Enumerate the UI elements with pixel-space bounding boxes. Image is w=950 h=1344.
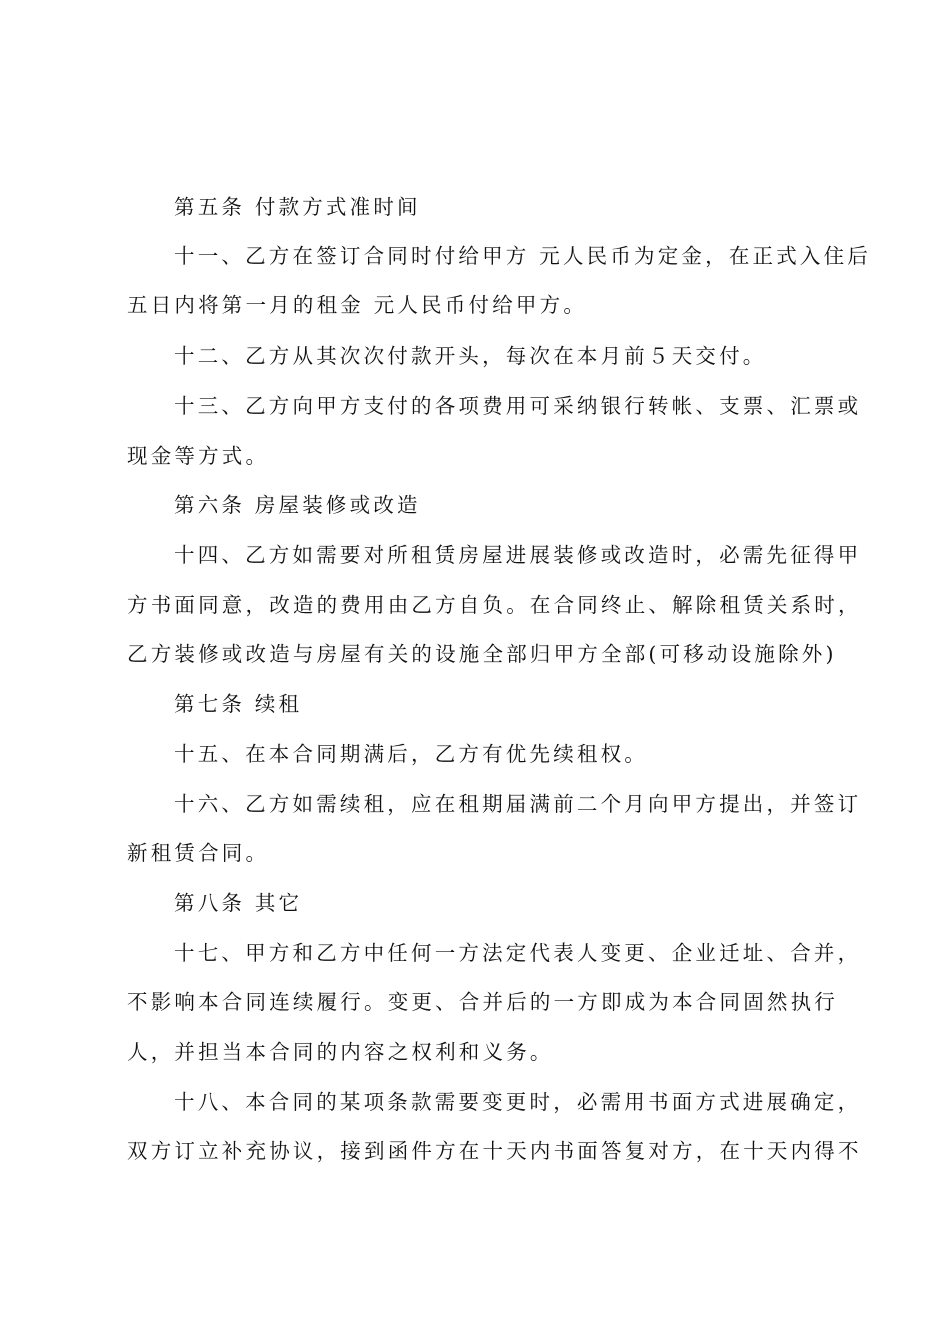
- clause-16-line-1: 十六、乙方如需续租，应在租期届满前二个月向甲方提出，并签订: [174, 792, 862, 816]
- clause-18-line-2: 双方订立补充协议，接到函件方在十天内书面答复对方，在十天内得不: [127, 1139, 862, 1163]
- clause-17-line-3: 人，并担当本合同的内容之权利和义务。: [127, 1040, 554, 1064]
- clause-12-line-1: 十二、乙方从其次次付款开头，每次在本月前５天交付。: [174, 344, 767, 368]
- clause-11-line-1: 十一、乙方在签订合同时付给甲方 元人民币为定金，在正式入住后: [174, 244, 872, 268]
- article-7-heading: 第七条 续租: [174, 692, 303, 716]
- clause-14-line-3: 乙方装修或改造与房屋有关的设施全部归甲方全部(可移动设施除外): [127, 642, 837, 666]
- clause-14-line-2: 方书面同意，改造的费用由乙方自负。在合同终止、解除租赁关系时，: [127, 593, 862, 617]
- article-8-heading: 第八条 其它: [174, 891, 303, 915]
- article-5-heading: 第五条 付款方式准时间: [174, 195, 421, 219]
- article-6-heading: 第六条 房屋装修或改造: [174, 493, 421, 517]
- clause-17-line-2: 不影响本合同连续履行。变更、合并后的一方即成为本合同固然执行: [127, 990, 838, 1014]
- clause-15-line-1: 十五、在本合同期满后，乙方有优先续租权。: [174, 742, 648, 766]
- clause-13-line-2: 现金等方式。: [127, 444, 270, 468]
- clause-11-line-2: 五日内将第一月的租金 元人民币付给甲方。: [127, 293, 588, 317]
- clause-14-line-1: 十四、乙方如需要对所租赁房屋进展装修或改造时，必需先征得甲: [174, 543, 862, 567]
- clause-17-line-1: 十七、甲方和乙方中任何一方法定代表人变更、企业迁址、合并，: [174, 941, 862, 965]
- clause-13-line-1: 十三、乙方向甲方支付的各项费用可采纳银行转帐、支票、汇票或: [174, 394, 862, 418]
- clause-16-line-2: 新租赁合同。: [127, 841, 270, 865]
- clause-18-line-1: 十八、本合同的某项条款需要变更时，必需用书面方式进展确定，: [174, 1090, 862, 1114]
